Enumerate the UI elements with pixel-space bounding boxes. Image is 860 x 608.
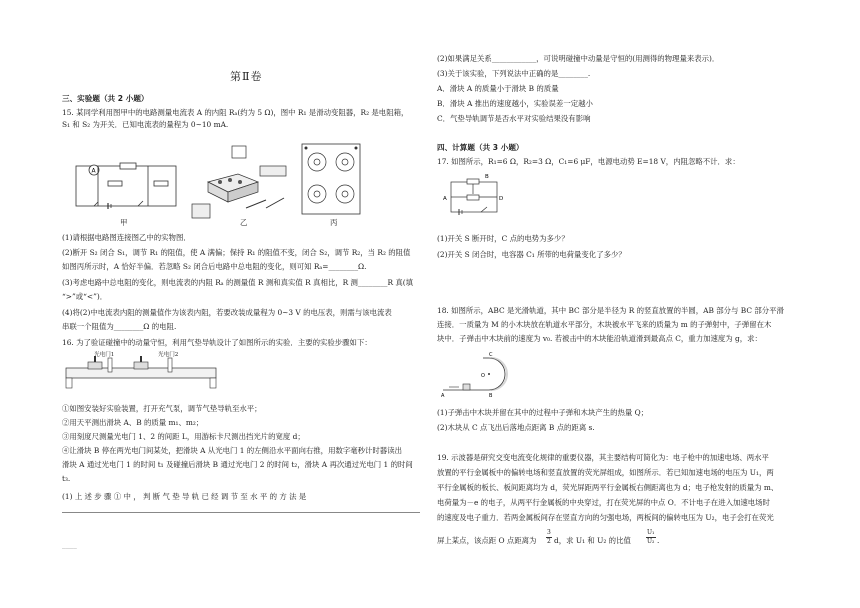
q16-step4-line3: t₃. xyxy=(62,474,71,483)
answer-blank: ____ xyxy=(62,540,77,549)
q19-line1: 19. 示波器是研究交变电流变化规律的重要仪器，其主要结构可简化为：电子枪中的加速电场、两水平 xyxy=(437,453,769,462)
section-calculation-heading: 四、计算题（共 3 小题） xyxy=(437,143,524,152)
q19-line3: 平行金属板的板长、板间距离均为 d，荧光屏距两平行金属板右侧距离也为 d；电子枪发射的质量为 m、 xyxy=(437,483,779,492)
q19-line4: 电荷量为－e 的电子，从两平行金属板的中央穿过，打在荧光屏的中点 O．不计电子在进入加速电场时 xyxy=(437,498,770,507)
q18-part2: (2)木块从 C 点飞出后落地点距离 B 点的距离 s. xyxy=(437,423,595,432)
q19-fraction-numerator: 3 xyxy=(547,529,551,536)
svg-text:B: B xyxy=(485,174,489,180)
fig-label-bing: 丙 xyxy=(330,218,338,227)
q15-part2-line2: 如图丙所示时，A 恰好半偏．若忽略 S₂ 闭合后电路中总电阻的变化，则可知 Rₐ=________Ω. xyxy=(62,262,367,271)
q15-line1: 15. 某同学利用图甲中的电路测量电流表 A 的内阻 Rₐ(约为 5 Ω)，图中 R₁ 是滑动变阻器，R₂ 是电阻箱， xyxy=(62,108,409,117)
q16-option-c: C．气垫导轨调节是否水平对实验结果没有影响 xyxy=(437,114,591,123)
q19-line5: 的速度及电子重力．若两金属板间存在竖直方向的匀强电场，两板间的偏转电压为 U₂，电子会打在荧光 xyxy=(437,513,774,522)
q15-part3-line2: “>”或“<”)． xyxy=(62,292,108,301)
resistance-box-bing xyxy=(298,140,364,216)
part-title: 第Ⅱ卷 xyxy=(230,70,263,83)
q19-line6-start: 屏上某点，该点距 O 点距离为 xyxy=(437,536,537,545)
q19-ratio-denominator: U₂ xyxy=(647,538,655,545)
q15-line2: S₁ 和 S₂ 为开关．已知电流表的量程为 0~10 mA. xyxy=(62,120,229,129)
section-experiment-heading: 三、实验题（共 2 小题） xyxy=(62,94,149,103)
q19-line2: 放置的平行金属板中的偏转电场和竖直放置的荧光屏组成，如图所示．若已知加速电场的电压为 U₁，两 xyxy=(437,468,774,477)
q19-line6-end: . xyxy=(657,536,660,545)
q16-intro: 16. 为了验证碰撞中的动量守恒，利用气垫导轨设计了如图所示的实验．主要的实验步骤如下： xyxy=(62,338,372,347)
q17-intro: 17. 如图所示，R₁=6 Ω，R₂=3 Ω，C₁=6 μF，电源电动势 E=18 V，内阻忽略不计．求： xyxy=(437,157,740,166)
q18-line1: 18. 如图所示，ABC 是光滑轨道，其中 BC 部分是半径为 R 的竖直放置的半圆，AB 部分与 BC 部分平滑 xyxy=(437,306,784,315)
q17-circuit-diagram xyxy=(441,172,507,222)
fig-label-jia: 甲 xyxy=(120,218,128,227)
gate2-label: 光电门2 xyxy=(158,352,179,358)
svg-text:D: D xyxy=(499,196,504,202)
fig-label-yi: 乙 xyxy=(240,218,248,227)
svg-text:O: O xyxy=(481,373,485,379)
q18-part1: (1)子弹击中木块并留在其中的过程中子弹和木块产生的热量 Q； xyxy=(437,408,649,417)
q15-part1: (1)请根据电路图连接图乙中的实物图． xyxy=(62,233,191,242)
left-column xyxy=(62,0,422,608)
right-column xyxy=(437,0,799,608)
svg-text:A: A xyxy=(441,393,445,398)
gate1-label: 光电门1 xyxy=(94,352,115,358)
q19-ratio-numerator: U₁ xyxy=(647,529,655,536)
q16-question1: (1) 上 述 步 骤 ① 中 ， 判 断 气 垫 导 轨 已 经 调 节 至 水 平 的 方 法 是 xyxy=(62,492,307,501)
q15-part2-line1: (2)断开 S₂ 闭合 S₁，调节 R₁ 的阻值，使 A 满偏；保持 R₁ 的阻值不变，闭合 S₂，调节 R₂，当 R₂ 的阻值 xyxy=(62,248,411,257)
q15-part4-line1: (4)将(2)中电流表内阻的测量值作为该表内阻，若要改装成量程为 0~3 V 的电压表，则需与该电流表 xyxy=(62,308,392,317)
svg-text:A: A xyxy=(91,167,96,175)
svg-text:B: B xyxy=(489,393,493,398)
q16-option-a: A．滑块 A 的质量小于滑块 B 的质量 xyxy=(437,84,559,93)
q16-step1: ①如图安装好实验装置，打开充气泵，调节气垫导轨至水平； xyxy=(62,404,262,413)
q16-step4-line1: ④让滑块 B 停在两光电门间某处，把滑块 A 从光电门 1 的左侧沿水平面向右推，用数字毫秒计时器读出 xyxy=(62,446,402,455)
q18-line3: 块中．子弹击中木块前的速度为 v₀. 若被击中的木块能沿轨道滑到最高点 C，重力加速度为 g，求： xyxy=(437,334,762,343)
q19-line6-middle: d，求 U₁ 和 U₂ 的比值 xyxy=(554,536,631,545)
q18-line2: 连接．一质量为 M 的小木块放在轨道水平部分，木块被水平飞来的质量为 m 的子弹射中，子弹留在木 xyxy=(437,320,772,329)
apparatus-diagram-yi xyxy=(186,142,298,228)
q16-step4-line2: 滑块 A 通过光电门 1 的时间 t₁ 及碰撞后滑块 B 通过光电门 2 的时间 t₂，滑块 A 再次通过光电门 1 的时间 xyxy=(62,460,413,469)
divider-line xyxy=(62,512,420,513)
q17-part1: (1)开关 S 断开时，C 点的电势为多少？ xyxy=(437,234,569,243)
q16-question3: (3)关于该实验，下列说法中正确的是________. xyxy=(437,69,591,78)
q15-part4-line2: 串联一个阻值为________Ω 的电阻. xyxy=(62,322,177,331)
air-track-diagram xyxy=(62,352,220,392)
svg-text:A: A xyxy=(443,196,447,202)
q18-track-diagram xyxy=(439,348,513,398)
svg-text:C: C xyxy=(489,352,493,358)
q16-option-b: B．滑块 A 推出的速度越小，实验误差一定越小 xyxy=(437,99,593,108)
circuit-diagram-jia xyxy=(68,160,186,220)
q19-fraction-denominator: 2 xyxy=(547,538,551,545)
q16-question2: (2)如果满足关系____________，可说明碰撞中动量是守恒的(用测得的物理量来表示)． xyxy=(437,54,720,63)
q16-step2: ②用天平测出滑块 A、B 的质量 m₁、m₂； xyxy=(62,418,204,427)
q16-step3: ③用刻度尺测量光电门 1、2 的间距 L，用游标卡尺测出挡光片的宽度 d； xyxy=(62,432,305,441)
q15-part3-line1: (3)考虑电路中总电阻的变化，则电流表的内阻 Rₐ 的测量值 R 测和真实值 R 真相比，R 测________R 真(填 xyxy=(62,278,414,287)
q17-part2: (2)开关 S 闭合时，电容器 C₁ 所带的电荷量变化了多少？ xyxy=(437,250,626,259)
